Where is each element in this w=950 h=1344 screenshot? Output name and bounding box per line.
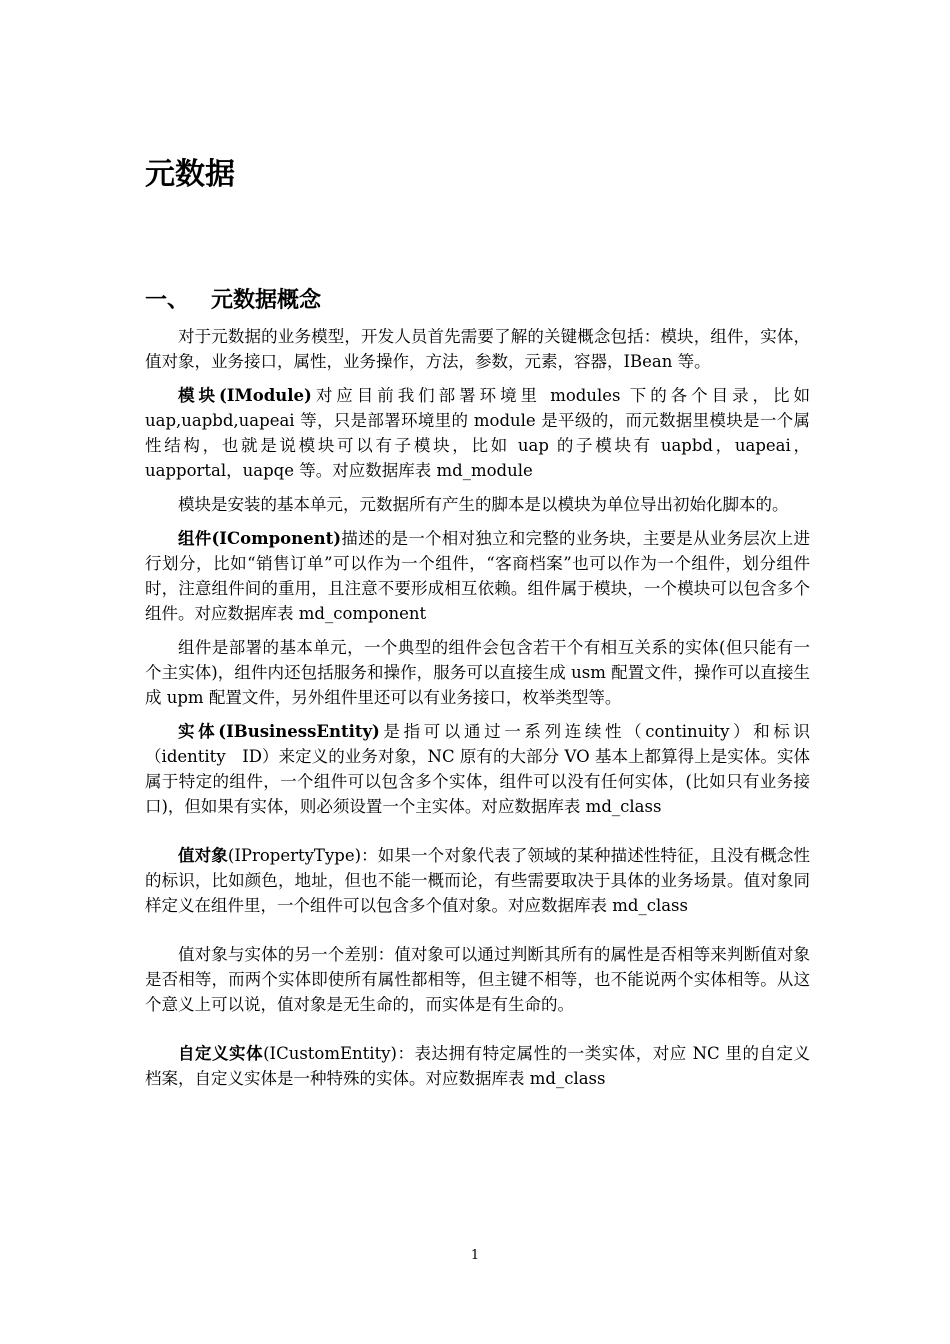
paragraph-module <box>145 383 810 483</box>
paragraph-text: 对于元数据的业务模型，开发人员首先需要了解的关键概念包括：模块，组件，实体，值对象，业务接口，属性，业务操作，方法，参数，元素，容器，IBean 等。 <box>145 327 810 371</box>
document-title: 元数据 <box>145 157 235 192</box>
paragraph-text: 值对象与实体的另一个差别：值对象可以通过判断其所有的属性是否相等来判断值对象是否相等，而两个实体即使所有属性都相等，但主键不相等，也不能说两个实体相等。从这个意义上可以说，值对象是无生命的，而实体是有生命的。 <box>145 945 810 1014</box>
paragraph-text: 描述的是一个相对独立和完整的业务块，主要是从业务层次上进行划分，比如“销售订单”可以作为一个组件，“客商档案”也可以作为一个组件，划分组件时，注意组件间的重用，且注意不要形成相互依赖。组件属于模块，一个模块可以包含多个组件。对应数据库表 md_component <box>145 529 810 623</box>
paragraph-custom-entity <box>145 1041 810 1091</box>
paragraph-text: 是指可以通过一系列连续性（continuity）和标识（identity ID）来定义的业务对象，NC 原有的大部分 VO 基本上都算得上是实体。实体属于特定的组件，一个组件可以包含多个实体，组件可以没有任何实体，(比如只有业务接口)，但如果有实体，则必须设置一个主实体。对应数据库表 md_class <box>145 722 810 816</box>
paragraph-text: 对应目前我们部署环境里 modules 下的各个目录，比如 uap,uapbd,uapeai 等，只是部署环境里的 module 是平级的，而元数据里模块是一个属性结构，也就是说模块可以有子模块，比如 uap 的子模块有 uapbd，uapeai，uapportal，uapqe 等。对应数据库表 md_module <box>145 386 810 480</box>
paragraph-text: 组件是部署的基本单元，一个典型的组件会包含若干个有相互关系的实体(但只能有一个主实体)，组件内还包括服务和操作，服务可以直接生成 usm 配置文件，操作可以直接生成 upm 配置文件，另外组件里还可以有业务接口，枚举类型等。 <box>145 638 810 707</box>
term-value-object: 值对象 <box>178 846 228 865</box>
paragraph-value-object <box>145 843 810 918</box>
paragraph-intro <box>145 324 810 374</box>
paragraph-entity <box>145 719 810 819</box>
page-number: 1 <box>470 1248 480 1263</box>
paragraph-component <box>145 526 810 626</box>
term-module: 模块(IModule) <box>178 386 312 405</box>
paragraph-component-note <box>145 635 810 710</box>
section-number: 一、 <box>145 288 190 313</box>
term-entity: 实体(IBusinessEntity) <box>178 722 380 741</box>
paragraph-text: (ICustomEntity)：表达拥有特定属性的一类实体，对应 NC 里的自定义档案，自定义实体是一种特殊的实体。对应数据库表 md_class <box>145 1044 811 1088</box>
section-body <box>145 324 810 1100</box>
paragraph-text: (IPropertyType)：如果一个对象代表了领域的某种描述性特征，且没有概念性的标识，比如颜色，地址，但也不能一概而论，有些需要取决于具体的业务场景。值对象同样定义在组件里，一个组件可以包含多个值对象。对应数据库表 md_class <box>145 846 811 915</box>
paragraph-module-note <box>145 492 810 517</box>
paragraph-value-object-note <box>145 942 810 1017</box>
section-heading <box>145 285 321 317</box>
term-custom-entity: 自定义实体 <box>178 1044 264 1063</box>
paragraph-text: 模块是安装的基本单元，元数据所有产生的脚本是以模块为单位导出初始化脚本的。 <box>178 495 789 514</box>
section-title: 元数据概念 <box>211 288 322 313</box>
term-component: 组件(IComponent) <box>178 529 342 548</box>
